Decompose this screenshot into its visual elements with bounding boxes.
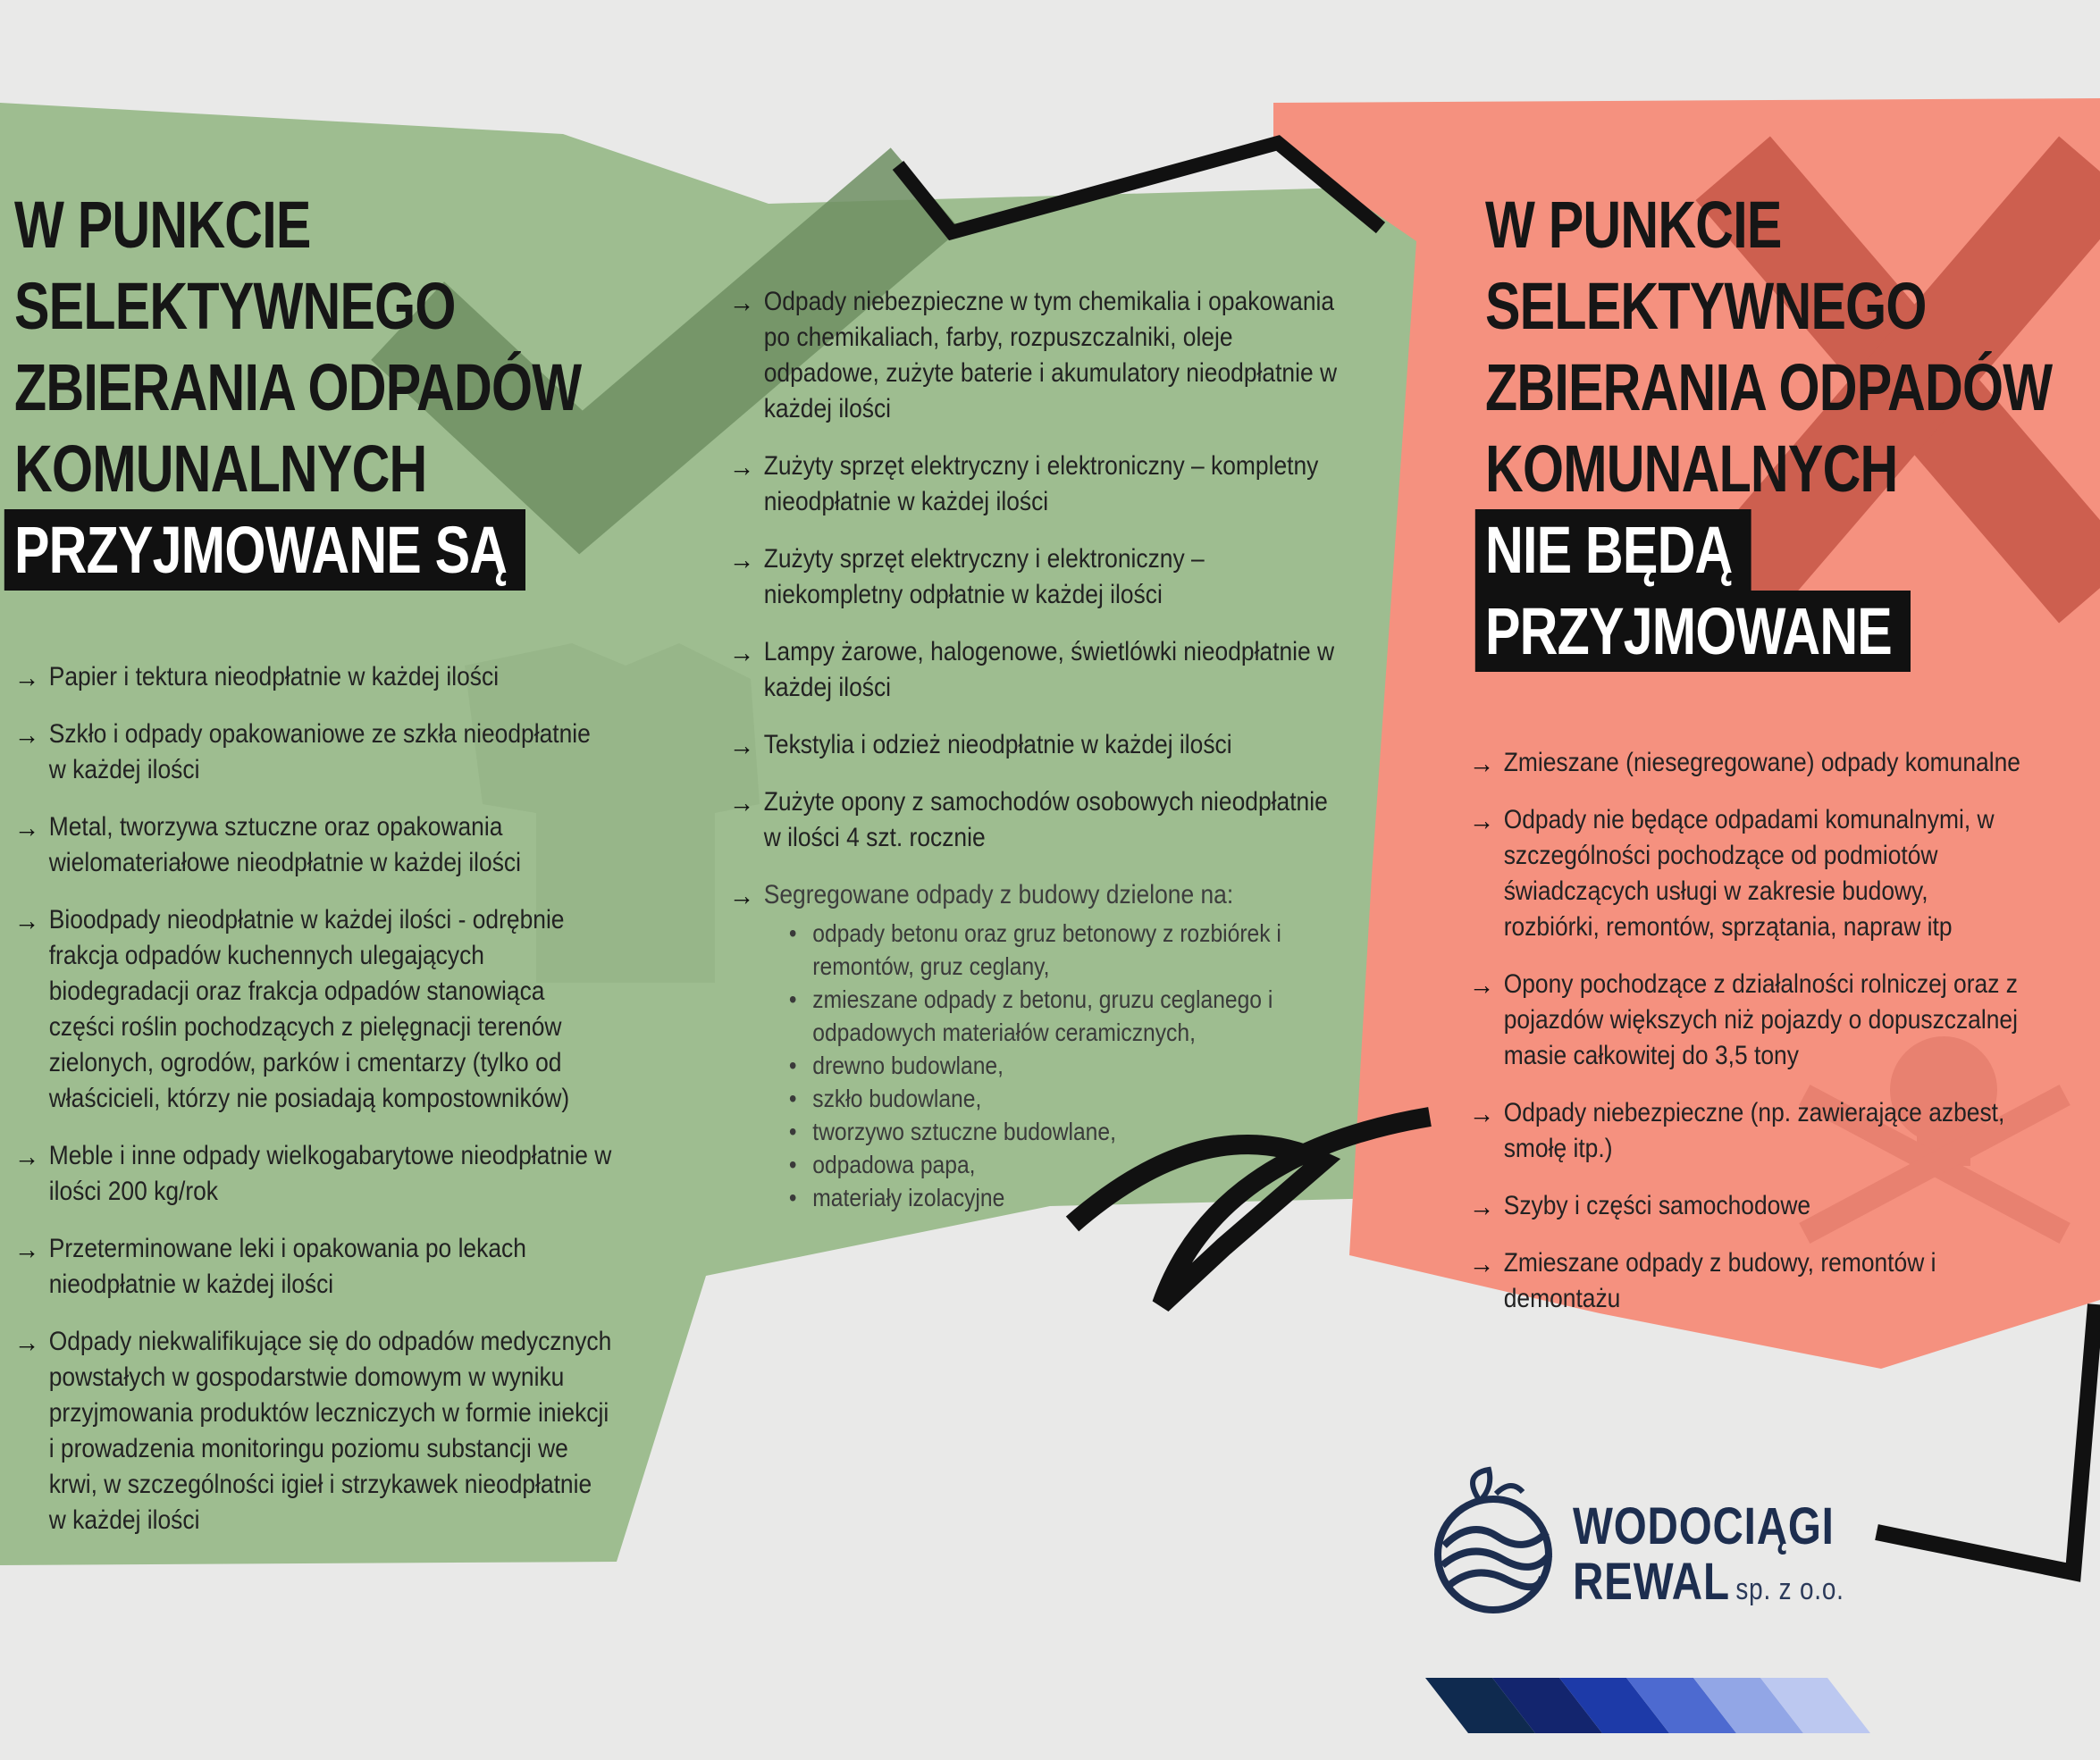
arrow-right-icon: → bbox=[1469, 1190, 1495, 1222]
logo-stripes bbox=[1425, 1678, 1870, 1733]
accepted-list bbox=[14, 659, 693, 1560]
arrow-right-icon: → bbox=[1469, 1247, 1495, 1279]
left-heading-line: W PUNKCIE bbox=[14, 188, 311, 262]
list-item: → Tekstylia i odzież nieodpłatnie w każdej ilości bbox=[729, 729, 1232, 761]
arrow-right-icon: → bbox=[1469, 747, 1495, 779]
sublist-item: • drewno budowlane, bbox=[788, 1052, 1004, 1079]
list-item: → Papier i tektura nieodpłatnie w każdej ilości bbox=[14, 661, 500, 693]
arrow-right-icon: → bbox=[14, 1326, 40, 1358]
left-heading-line: KOMUNALNYCH bbox=[14, 432, 427, 506]
arrow-right-icon: → bbox=[729, 636, 755, 668]
arrow-right-icon: → bbox=[729, 450, 755, 482]
right-heading-highlight: PRZYJMOWANE bbox=[1475, 591, 1911, 672]
list-item: → Zmieszane odpady z budowy, remontów i demontażu bbox=[1469, 1247, 1936, 1313]
accepted-list-continued bbox=[729, 284, 1426, 1236]
arrow-right-icon: → bbox=[1469, 804, 1495, 836]
arrow-right-icon: → bbox=[14, 1233, 40, 1265]
list-item: → Odpady niebezpieczne w tym chemikalia i opakowania po chemikaliach, farby, rozpuszczalniki, oleje odpadowe, zużyte baterie i akumulatory nieodpłatnie w każdej ilości bbox=[729, 286, 1338, 423]
sublist-item: • szkło budowlane, bbox=[788, 1085, 982, 1112]
right-heading-line: KOMUNALNYCH bbox=[1485, 432, 1898, 506]
left-heading-line: SELEKTYWNEGO bbox=[14, 269, 456, 343]
right-heading-line: W PUNKCIE bbox=[1485, 188, 1782, 262]
arrow-right-icon: → bbox=[1469, 968, 1495, 1001]
arrow-right-icon: → bbox=[729, 786, 755, 818]
arrow-right-icon: → bbox=[14, 904, 40, 936]
list-item: → Zużyty sprzęt elektryczny i elektroniczny – kompletny nieodpłatnie w każdej ilości bbox=[729, 450, 1319, 516]
list-item: → Szkło i odpady opakowaniowe ze szkła nieodpłatnie w każdej ilości bbox=[14, 718, 591, 784]
arrow-right-icon: → bbox=[729, 729, 755, 761]
list-item: → Odpady niekwalifikujące się do odpadów medycznych powstałych w gospodarstwie domowym w wyniku przyjmowania produktów leczniczych w formie iniekcji i prowadzenia monitoringu poziomu substancji we krwi, w szczególności igieł i strzykawek nieodpłatnie w każdej ilości bbox=[14, 1326, 612, 1535]
arrow-right-icon: → bbox=[14, 811, 40, 843]
list-item: → Szyby i części samochodowe bbox=[1469, 1190, 1811, 1222]
construction-title: Segregowane odpady z budowy dzielone na: bbox=[763, 880, 1234, 909]
right-heading bbox=[1485, 184, 2052, 672]
not-accepted-list bbox=[1469, 745, 2100, 1338]
left-heading-highlight: PRZYJMOWANE SĄ bbox=[4, 509, 525, 591]
sublist-item: • tworzywo sztuczne budowlane, bbox=[788, 1118, 1116, 1145]
sublist-item: • odpadowa papa, bbox=[788, 1151, 976, 1178]
logo-line-1: WODOCIĄGI bbox=[1573, 1497, 1835, 1555]
list-item: → Zużyty sprzęt elektryczny i elektroniczny – niekompletny odpłatnie w każdej ilości bbox=[729, 543, 1205, 609]
left-heading-line: ZBIERANIA ODPADÓW bbox=[14, 350, 582, 424]
right-heading-line: SELEKTYWNEGO bbox=[1485, 269, 1927, 343]
list-item: → Odpady nie będące odpadami komunalnymi, w szczególności pochodzące od podmiotów świadczących usługi w zakresie budowy, rozbiórki, remontów, sprzątania, napraw itp bbox=[1469, 804, 1995, 942]
logo-suffix: sp. z o.o. bbox=[1735, 1572, 1844, 1606]
arrow-right-icon: → bbox=[14, 718, 40, 750]
logo-line-2: REWAL bbox=[1573, 1553, 1730, 1611]
list-item: → Meble i inne odpady wielkogabarytowe nieodpłatnie w ilości 200 kg/rok bbox=[14, 1140, 612, 1206]
list-item: → Zużyte opony z samochodów osobowych nieodpłatnie w ilości 4 szt. rocznie bbox=[729, 786, 1328, 852]
list-item: → Bioodpady nieodpłatnie w każdej ilości - odrębnie frakcja odpadów kuchennych ulegających biodegradacji oraz frakcja odpadów stanowiąca części roślin pochodzących z pielęgnacji terenów zielonych, ogrodów, parków i cmentarzy (tylko od właścicieli, którzy nie posiadają kompostowników) bbox=[14, 904, 570, 1113]
arrow-right-icon: → bbox=[14, 661, 40, 693]
arrow-right-icon: → bbox=[14, 1140, 40, 1172]
list-item-construction bbox=[729, 877, 1342, 1214]
list-item: → Odpady niebezpieczne (np. zawierające azbest, smołę itp.) bbox=[1469, 1097, 2005, 1163]
list-item: → Przeterminowane leki i opakowania po lekach nieodpłatnie w każdej ilości bbox=[14, 1233, 526, 1299]
apple-waves-logo-icon bbox=[1426, 1465, 1560, 1617]
right-heading-highlight: NIE BĘDĄ bbox=[1475, 509, 1751, 591]
arrow-right-icon: → bbox=[729, 286, 755, 318]
arrow-right-icon: → bbox=[1469, 1097, 1495, 1129]
company-logo bbox=[1426, 1465, 1844, 1626]
arrow-right-icon: → bbox=[729, 879, 755, 911]
list-item: → Metal, tworzywa sztuczne oraz opakowania wielomateriałowe nieodpłatnie w każdej ilości bbox=[14, 811, 521, 877]
right-heading-line: ZBIERANIA ODPADÓW bbox=[1485, 350, 2053, 424]
sublist-item: • odpady betonu oraz gruz betonowy z rozbiórek i remontów, gruz ceglany, bbox=[788, 919, 1281, 980]
sublist-item: • materiały izolacyjne bbox=[788, 1184, 1005, 1211]
construction-sublist bbox=[764, 917, 1343, 1214]
list-item: → Lampy żarowe, halogenowe, świetlówki nieodpłatnie w każdej ilości bbox=[729, 636, 1335, 702]
left-heading bbox=[14, 184, 581, 591]
list-item: → Opony pochodzące z działalności rolniczej oraz z pojazdów większych niż pojazdy o dopuszczalnej masie całkowitej do 3,5 tony bbox=[1469, 968, 2018, 1070]
arrow-right-icon: → bbox=[729, 543, 755, 575]
list-item: → Zmieszane (niesegregowane) odpady komunalne bbox=[1469, 747, 2020, 779]
sublist-item: • zmieszane odpady z betonu, gruzu ceglanego i odpadowych materiałów ceramicznych, bbox=[788, 985, 1273, 1046]
